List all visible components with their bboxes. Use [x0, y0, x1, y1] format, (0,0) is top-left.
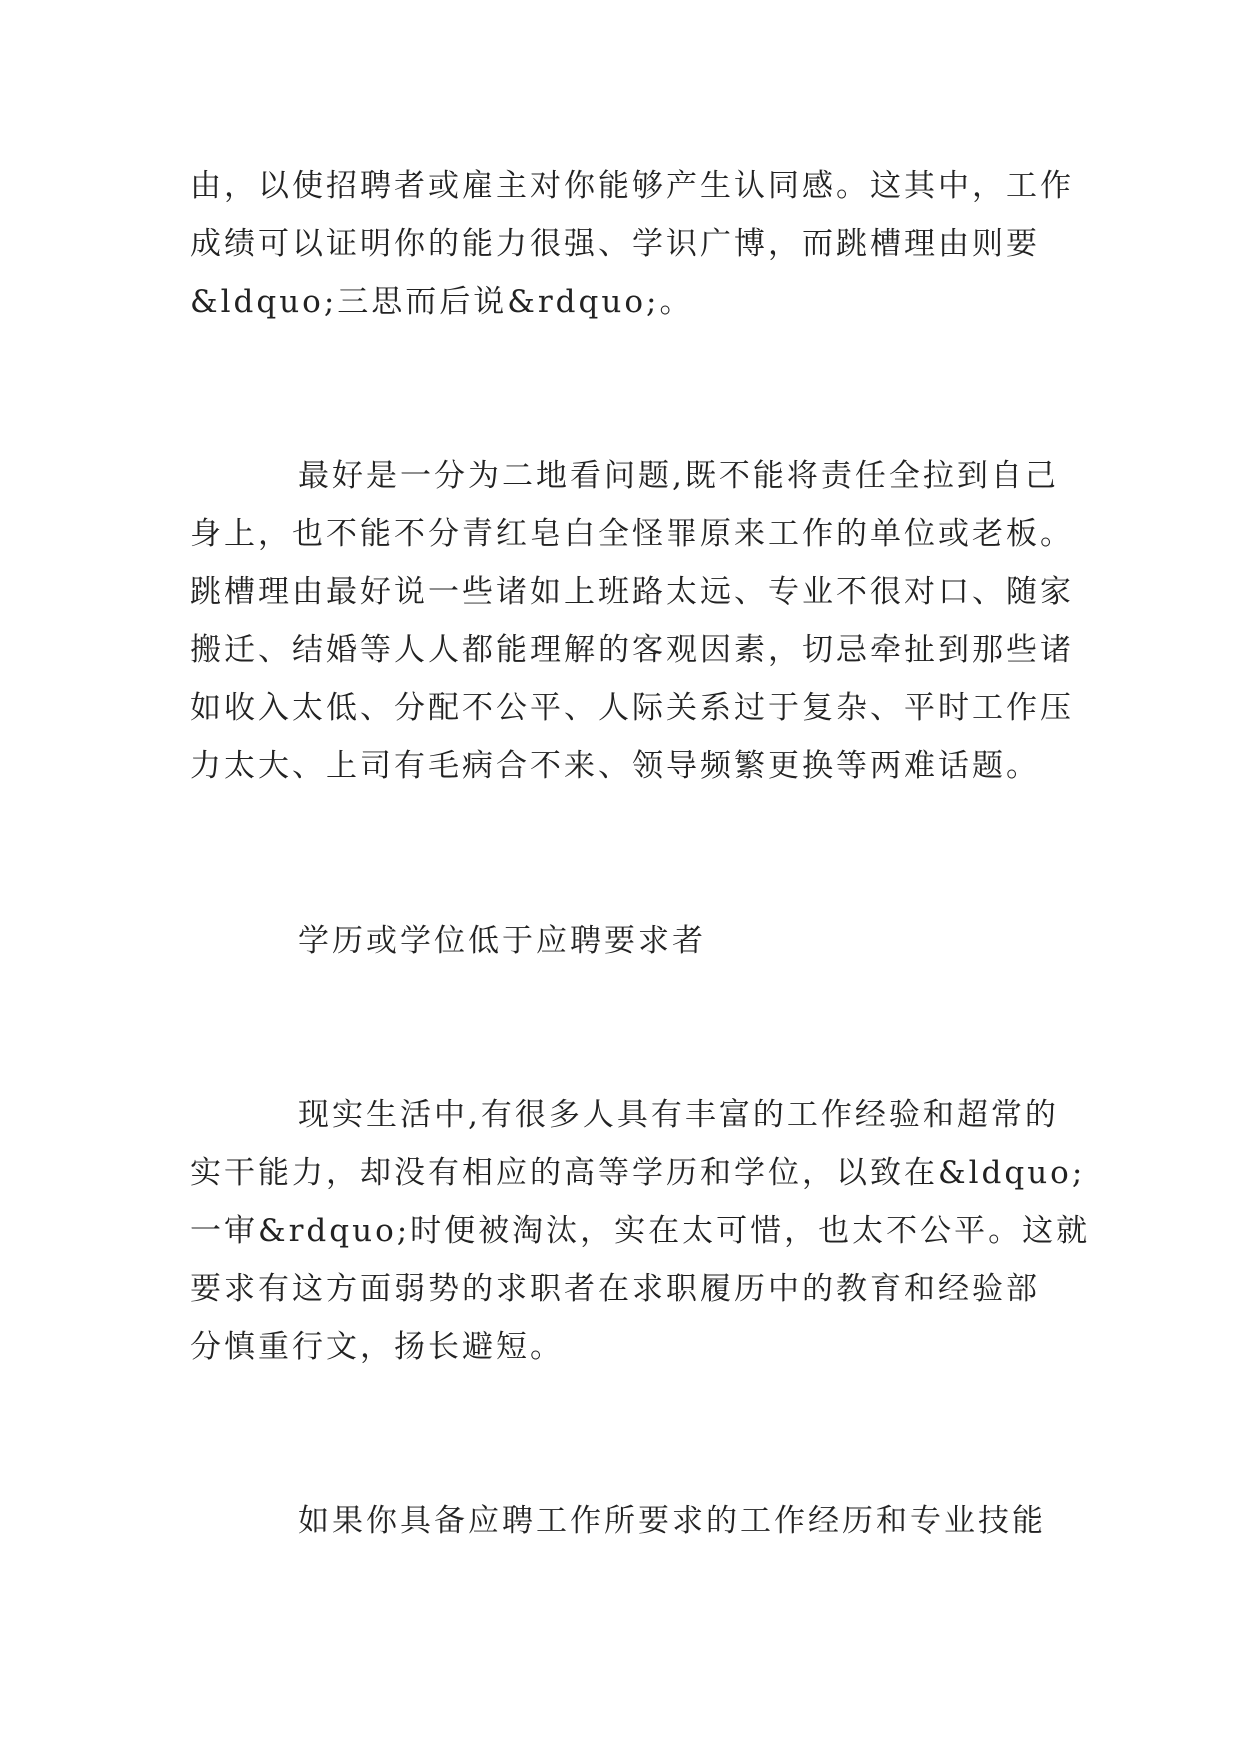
text-line: 实干能力，却没有相应的高等学历和学位，以致在&ldquo; — [190, 1155, 1086, 1191]
text-line: &ldquo;三思而后说&rdquo;。 — [190, 284, 694, 320]
text-line: 如果你具备应聘工作所要求的工作经历和专业技能 — [298, 1503, 1046, 1539]
text-line: 由，以使招聘者或雇主对你能够产生认同感。这其中，工作 — [190, 168, 1074, 204]
text-line: 搬迁、结婚等人人都能理解的客观因素，切忌牵扯到那些诸 — [190, 632, 1074, 668]
heading-text: 学历或学位低于应聘要求者 — [298, 923, 706, 959]
text-line: 跳槽理由最好说一些诸如上班路太远、专业不很对口、随家 — [190, 574, 1074, 610]
text-line: 如收入太低、分配不公平、人际关系过于复杂、平时工作压 — [190, 690, 1074, 726]
text-line: 成绩可以证明你的能力很强、学识广博，而跳槽理由则要 — [190, 226, 1040, 262]
text-line: 身上，也不能不分青红皂白全怪罪原来工作的单位或老板。 — [190, 516, 1074, 552]
text-line: 力太大、上司有毛病合不来、领导频繁更换等两难话题。 — [190, 748, 1040, 784]
text-line: 最好是一分为二地看问题,既不能将责任全拉到自己 — [298, 458, 1059, 494]
text-line: 要求有这方面弱势的求职者在求职履历中的教育和经验部 — [190, 1271, 1040, 1307]
text-line: 分慎重行文，扬长避短。 — [190, 1329, 564, 1365]
text-line: 现实生活中,有很多人具有丰富的工作经验和超常的 — [298, 1097, 1059, 1133]
text-line: 一审&rdquo;时便被淘汰，实在太可惜，也太不公平。这就 — [190, 1213, 1091, 1249]
